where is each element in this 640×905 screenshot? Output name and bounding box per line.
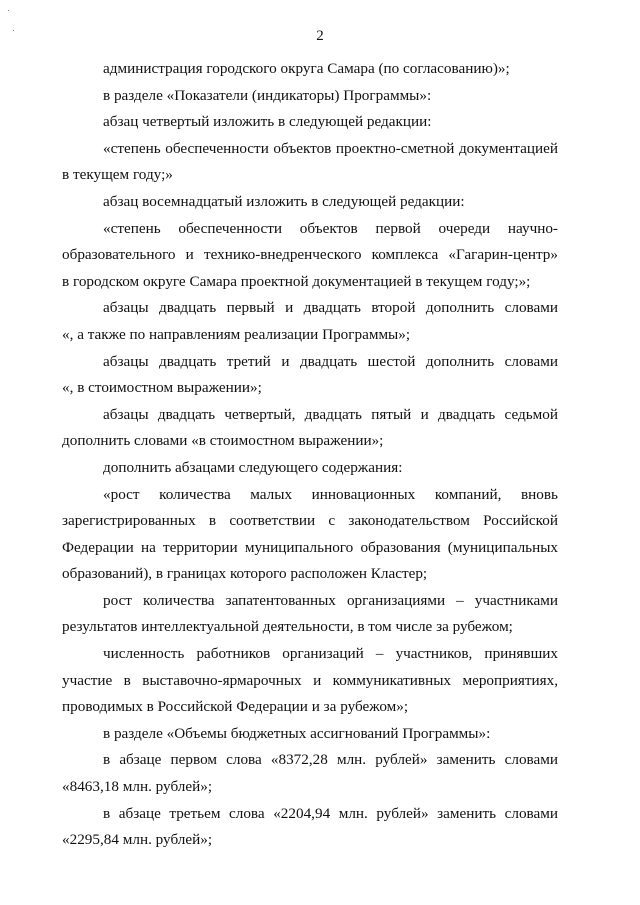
text-line: администрация городского округа Самара (по согласованию)»; — [103, 60, 510, 77]
text-line: Федерации на территории муниципального образования (муниципальных — [62, 538, 558, 556]
text-line: в разделе «Объемы бюджетных ассигнований Программы»: — [103, 724, 491, 742]
text-line: зарегистрированных в соответствии с законодательством Российской — [62, 512, 558, 530]
text-line: в разделе «Показатели (индикаторы) Программы»: — [103, 86, 432, 104]
text-line: проводимых в Российской Федерации и за рубежом»; — [62, 698, 409, 716]
text-line: в абзаце первом слова «8372,28 млн. рублей» заменить словами — [103, 751, 558, 769]
text-line: образовательного и технико-внедренческого комплекса «Гагарин-центр» — [62, 246, 558, 264]
text-line: в текущем году;» — [62, 166, 173, 184]
text-line: «степень обеспеченности объектов проектно-сметной документацией — [103, 139, 558, 157]
scan-speck — [8, 10, 9, 11]
text-line: участие в выставочно-ярмарочных и коммуникативных мероприятиях, — [62, 671, 558, 689]
document-body — [62, 56, 558, 854]
text-line: в абзаце третьем слова «2204,94 млн. рублей» заменить словами — [103, 804, 558, 822]
text-line: абзацы двадцать первый и двадцать второй дополнить словами — [103, 299, 558, 317]
text-line: дополнить словами «в стоимостном выражении»; — [62, 432, 384, 450]
text-line: «рост количества малых инновационных компаний, вновь — [103, 485, 558, 503]
text-line: «2295,84 млн. рублей»; — [62, 831, 213, 849]
text-line: «, а также по направлениям реализации Программы»; — [62, 325, 411, 343]
text-line: абзацы двадцать четвертый, двадцать пятый и двадцать седьмой — [103, 405, 558, 423]
text-line: абзац четвертый изложить в следующей редакции: — [103, 113, 432, 131]
text-line: дополнить абзацами следующего содержания: — [103, 458, 403, 476]
text-line: абзац восемнадцатый изложить в следующей редакции: — [103, 192, 465, 210]
text-line: «8463,18 млн. рублей»; — [62, 778, 213, 796]
text-line: абзацы двадцать третий и двадцать шестой дополнить словами — [103, 352, 558, 370]
text-line: образований), в границах которого расположен Кластер; — [62, 565, 428, 583]
text-line: «, в стоимостном выражении»; — [62, 379, 262, 397]
text-line: в городском округе Самара проектной документацией в текущем году;»; — [62, 272, 531, 290]
page-number: 2 — [316, 28, 324, 44]
text-line: рост количества запатентованных организациями – участниками — [103, 591, 558, 609]
text-line: численность работников организаций – участников, принявших — [103, 645, 558, 663]
text-line: «степень обеспеченности объектов первой очереди научно- — [103, 219, 558, 237]
text-line: результатов интеллектуальной деятельности, в том числе за рубежом; — [62, 618, 513, 636]
